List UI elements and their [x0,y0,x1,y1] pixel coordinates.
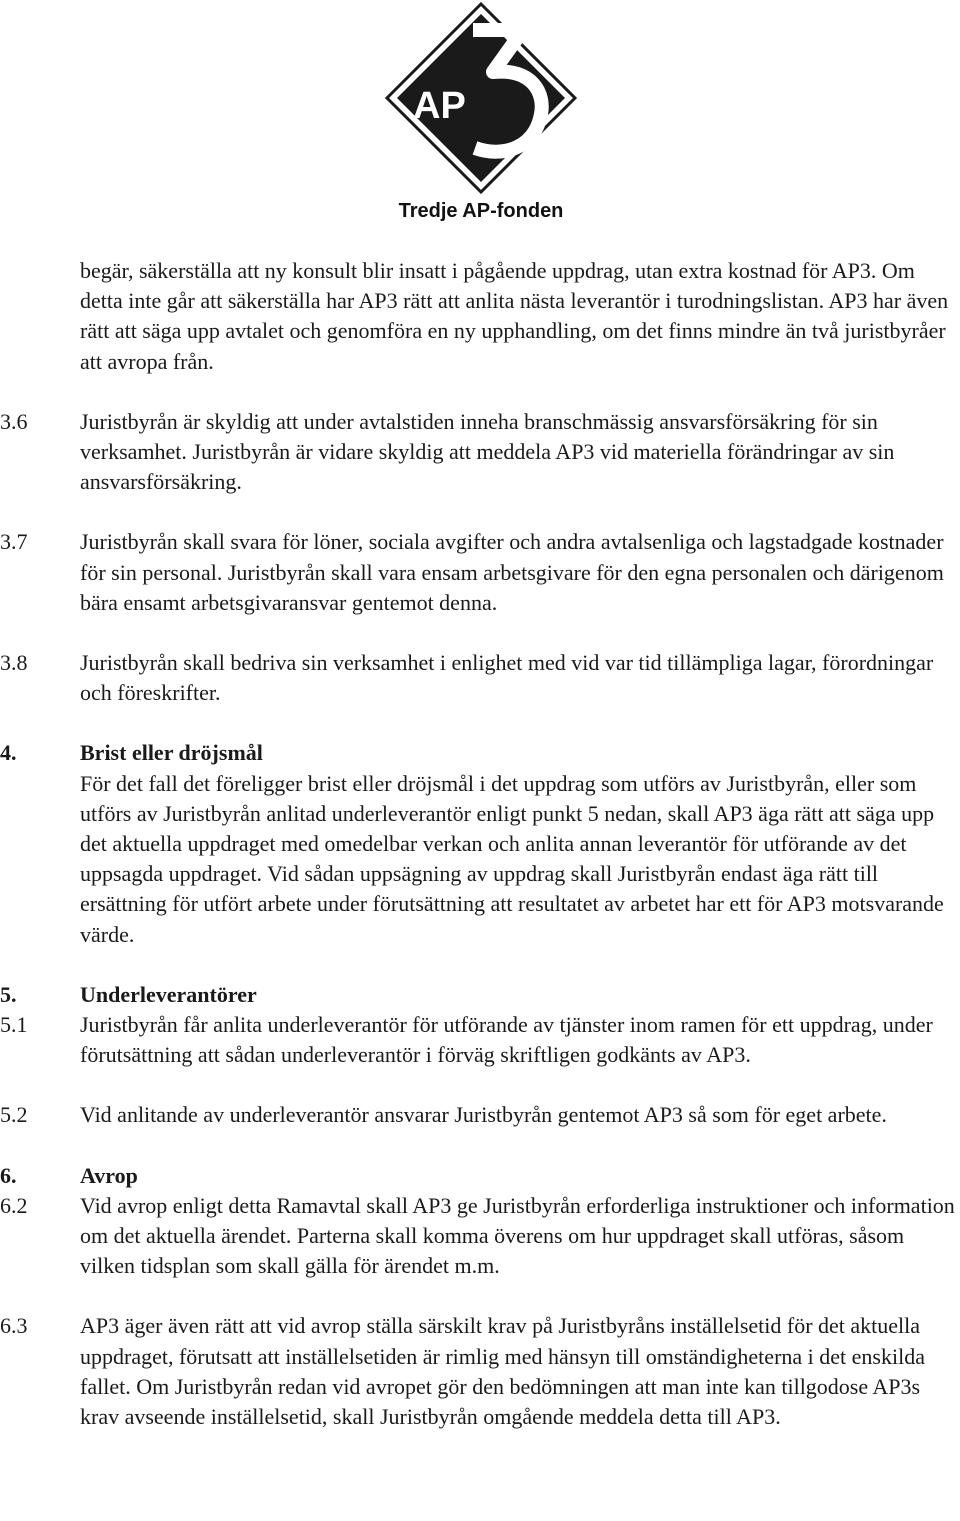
clause-4 [0,769,960,950]
clause-number: 3.7 [0,529,28,555]
clause-number: 5.2 [0,1102,28,1128]
logo-caption: Tredje AP-fonden [398,200,564,222]
section-title: Avrop [80,1162,138,1188]
document-body [0,256,960,1432]
clause-text: Juristbyrån är skyldig att under avtalstiden inneha branschmässig ansvarsförsäkring för sin verksamhet. Juristbyrån är vidare skyldig att meddela AP3 vid materiella förändringar av sin ansvarsförsäkring. [80,408,895,495]
clause-5-2 [0,1100,960,1130]
clause-3-8 [0,648,960,708]
section-number: 4. [0,740,17,766]
section-number: 5. [0,981,17,1007]
clause-3-7 [0,527,960,618]
clause-number: 3.6 [0,408,28,434]
section-title: Underleverantörer [80,981,257,1007]
section-number: 6. [0,1162,17,1188]
clause-text: För det fall det föreligger brist eller dröjsmål i det uppdrag som utförs av Juristbyrån, eller som utförs av Juristbyrån anlitad underleverantör enligt punkt 5 nedan, skall AP3 äga rätt att säga upp det aktuella uppdraget med omedelbar verkan och anlita annan leverantör för utförande av det uppsagda uppdraget. Vid sådan uppsägning av uppdrag skall Juristbyrån endast äga rätt till ersättning för utfört arbete under förutsättning att resultatet av arbetet har ett för AP3 motsvarande värde. [80,770,944,947]
ap3-diamond-mark [383,2,579,198]
clause-text: Juristbyrån skall svara för löner, sociala avgifter och andra avtalsenliga och lagstadgade kostnader för sin personal. Juristbyrån skall vara ensam arbetsgivare för den egna personalen och därigenom bära ensamt arbetsgivaransvar gentemot denna. [80,529,944,615]
paragraph-intro [0,256,960,377]
section-title: Brist eller dröjsmål [80,740,263,766]
clause-text: Vid anlitande av underleverantör ansvarar Juristbyrån gentemot AP3 så som för eget arbete. [80,1102,887,1128]
clause-3-6 [0,407,960,498]
logo-mark-text: AP [413,85,466,127]
clause-number: 5.1 [0,1012,28,1038]
ap3-logo [383,2,579,228]
clause-text: Juristbyrån får anlita underleverantör för utförande av tjänster inom ramen för ett uppdrag, under förutsättning att sådan underleverantör i förväg skriftligen godkänts av AP3. [80,1012,933,1068]
clause-text: Juristbyrån skall bedriva sin verksamhet i enlighet med vid var tid tillämpliga lagar, förordningar och föreskrifter. [80,650,934,706]
clause-text: AP3 äger även rätt att vid avrop ställa särskilt krav på Juristbyråns inställelsetid för det aktuella uppdraget, förutsatt att inställelsetiden är rimlig med hänsyn till omständigheterna i det enskilda fallet. Om Juristbyrån redan vid avropet gör den bedömningen att man inte kan tillgodose AP3s krav avseende inställelsetid, skall Juristbyrån omgående meddela detta till AP3. [80,1313,925,1430]
section-heading-4 [0,738,960,768]
clause-number: 6.3 [0,1313,28,1339]
section-heading-5 [0,980,960,1010]
intro-text: begär, säkerställa att ny konsult blir insatt i pågående uppdrag, utan extra kostnad för AP3. Om detta inte går att säkerställa har AP3 rätt att anlita nästa leverantör i turodningslistan. AP3 har även rätt att säga upp avtalet och genomföra en ny upphandling, om det finns mindre än två juristbyråer att avropa från. [80,258,949,374]
clause-number: 6.2 [0,1192,28,1218]
clause-number: 3.8 [0,650,28,676]
section-heading-6 [0,1161,960,1191]
clause-6-3 [0,1311,960,1432]
clause-text: Vid avrop enligt detta Ramavtal skall AP3 ge Juristbyrån erforderliga instruktioner och information om det aktuella ärendet. Parterna skall komma överens om hur uppdraget skall utföras, såsom vilken tidsplan som skall gälla för ärendet m.m. [80,1192,955,1279]
clause-5-1 [0,1010,960,1070]
clause-6-2 [0,1191,960,1282]
